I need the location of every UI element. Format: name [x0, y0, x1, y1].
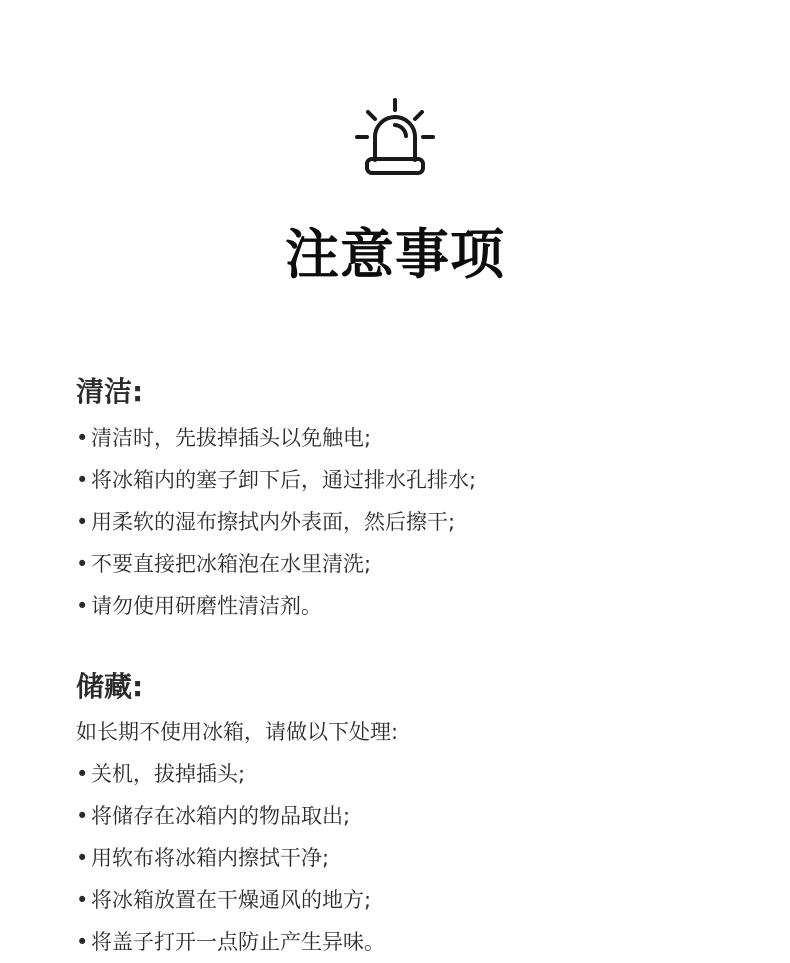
- alarm-light-icon: [350, 95, 440, 179]
- bullet: •: [76, 846, 89, 870]
- list-item: [76, 466, 476, 494]
- bullet: •: [76, 426, 89, 450]
- bullet: •: [76, 804, 89, 828]
- bullet: •: [76, 888, 89, 912]
- cleaning-item-text: 用柔软的湿布擦拭内外表面，然后擦干;: [91, 510, 456, 534]
- list-item: [76, 802, 350, 830]
- list-item: [76, 760, 245, 788]
- list-item: [76, 592, 322, 620]
- list-item: [76, 928, 385, 956]
- list-item: [76, 844, 329, 872]
- storage-intro: 如长期不使用冰箱，请做以下处理:: [76, 720, 399, 744]
- bullet: •: [76, 762, 89, 786]
- cleaning-item-text: 清洁时，先拔掉插头以免触电;: [91, 426, 372, 450]
- cleaning-item-text: 将冰箱内的塞子卸下后，通过排水孔排水;: [91, 468, 477, 492]
- storage-item-text: 用软布将冰箱内擦拭干净;: [91, 846, 330, 870]
- bullet: •: [76, 468, 89, 492]
- list-item: [76, 424, 371, 452]
- storage-item-text: 将盖子打开一点防止产生异味。: [91, 930, 385, 954]
- cleaning-heading: 清洁:: [76, 375, 144, 408]
- storage-heading: 储藏:: [76, 670, 144, 703]
- storage-item-text: 关机，拔掉插头;: [91, 762, 246, 786]
- storage-item-text: 将冰箱放置在干燥通风的地方;: [91, 888, 372, 912]
- list-item: [76, 508, 455, 536]
- list-item: [76, 886, 371, 914]
- bullet: •: [76, 552, 89, 576]
- bullet: •: [76, 510, 89, 534]
- page-title: 注意事项: [285, 223, 505, 286]
- cleaning-item-text: 不要直接把冰箱泡在水里清洗;: [91, 552, 372, 576]
- bullet: •: [76, 594, 89, 618]
- list-item: [76, 550, 371, 578]
- bullet: •: [76, 930, 89, 954]
- storage-item-text: 将储存在冰箱内的物品取出;: [91, 804, 351, 828]
- cleaning-item-text: 请勿使用研磨性清洁剂。: [91, 594, 322, 618]
